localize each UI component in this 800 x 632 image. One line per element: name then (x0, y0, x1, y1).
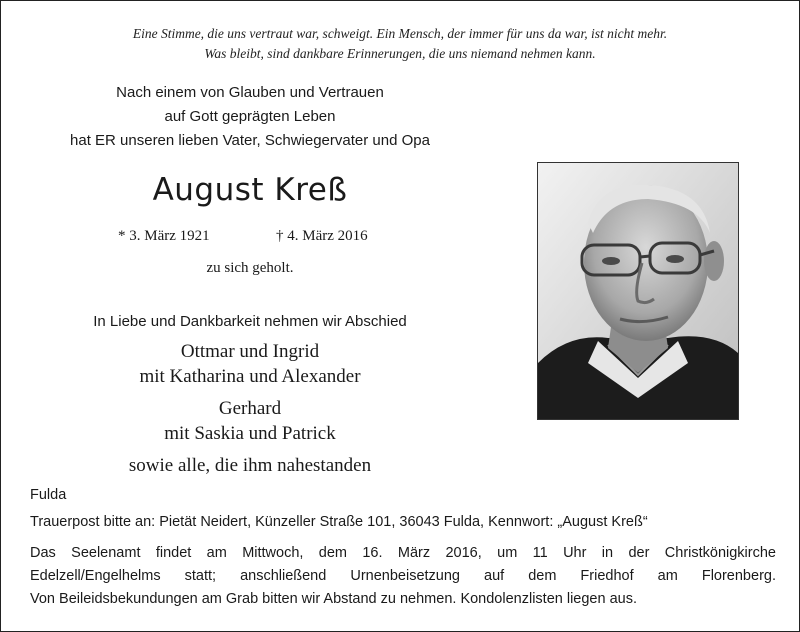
portrait-illustration (538, 163, 738, 419)
deceased-name: August Kreß (152, 172, 348, 208)
family-line-1: Ottmar und Ingrid (180, 341, 320, 362)
death-date: † 4. März 2016 (276, 228, 368, 244)
trauerpost-line: Trauerpost bitte an: Pietät Neidert, Künzeller Straße 101, 36043 Fulda, Kennwort: „August Kreß“ (30, 514, 648, 530)
intro-line-1: Nach einem von Glauben und Vertrauen (116, 84, 384, 101)
requiem-line-1: Das Seelenamt findet am Mittwoch, dem 16. März 2016, um 11 Uhr in der Christkönigkirche (30, 545, 776, 561)
family-line-2: mit Katharina und Alexander (139, 366, 361, 387)
family-line-5: sowie alle, die ihm nahestanden (128, 455, 372, 476)
birth-date: * 3. März 1921 (118, 228, 210, 244)
farewell-line: In Liebe und Dankbarkeit nehmen wir Abschied (93, 313, 407, 330)
intro-line-3: hat ER unseren lieben Vater, Schwiegervater und Opa (70, 132, 430, 149)
condolence-line: Von Beileidsbekundungen am Grab bitten wir Abstand zu nehmen. Kondolenzlisten liegen aus. (30, 591, 637, 607)
place-label: Fulda (30, 487, 67, 503)
intro-line-2: auf Gott geprägten Leben (164, 108, 336, 125)
quote-line-2: Was bleibt, sind dankbare Erinnerungen, die uns niemand nehmen kann. (204, 46, 596, 61)
family-line-4: mit Saskia und Patrick (164, 423, 336, 444)
quote-line-1: Eine Stimme, die uns vertraut war, schweigt. Ein Mensch, der immer für uns da war, ist nicht mehr. (132, 26, 668, 41)
family-line-3: Gerhard (218, 398, 282, 419)
portrait-photo (537, 162, 739, 420)
requiem-line-2: Edelzell/Engelhelms statt; anschließend Urnenbeisetzung auf dem Friedhof am Florenberg. (30, 568, 776, 584)
taken-phrase: zu sich geholt. (206, 260, 294, 276)
